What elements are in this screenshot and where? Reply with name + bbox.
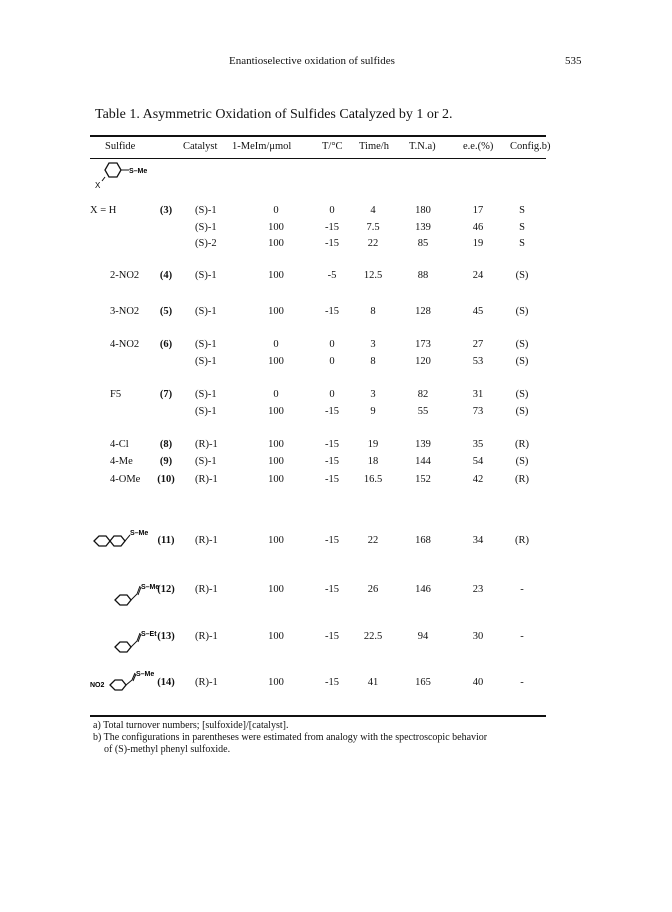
config-cell: (S) — [515, 339, 529, 350]
config-cell: (S) — [515, 356, 529, 367]
sulfide-cell: 4-NO2 — [110, 339, 140, 350]
s-me-label: S–Me — [129, 168, 148, 175]
time-cell: 4 — [370, 205, 376, 216]
catalyst-cell: (S)-1 — [195, 406, 217, 417]
meim-cell: 0 — [273, 339, 279, 350]
catalyst-cell: (R)-1 — [195, 631, 218, 642]
compound-number-cell: (6) — [159, 339, 173, 350]
temperature-cell: -15 — [325, 631, 339, 642]
running-head: Enantioselective oxidation of sulfides — [229, 55, 395, 67]
temperature-cell: 0 — [329, 356, 335, 367]
sulfide-cell: 4-Me — [110, 456, 133, 467]
config-cell: - — [520, 631, 524, 642]
config-cell: (S) — [515, 306, 529, 317]
catalyst-cell: (R)-1 — [195, 474, 218, 485]
temperature-cell: -15 — [325, 222, 339, 233]
config-cell: S — [519, 222, 525, 233]
config-cell: (S) — [515, 389, 529, 400]
meim-cell: 100 — [268, 584, 284, 595]
meim-cell: 100 — [268, 631, 284, 642]
column-header: Config.b) — [510, 141, 551, 152]
catalyst-cell: (R)-1 — [195, 535, 218, 546]
temperature-cell: -5 — [327, 270, 337, 281]
table-bottom-rule — [90, 715, 546, 717]
temperature-cell: -15 — [325, 474, 339, 485]
meim-cell: 100 — [268, 456, 284, 467]
sulfide-cell: X = H — [90, 205, 117, 216]
turnover-cell: 168 — [415, 535, 431, 546]
nitrostyryl-methyl-sulfide-structure — [90, 670, 170, 696]
meim-cell: 100 — [268, 535, 284, 546]
catalyst-cell: (R)-1 — [195, 584, 218, 595]
turnover-cell: 139 — [415, 439, 431, 450]
time-cell: 26 — [367, 584, 379, 595]
turnover-cell: 88 — [417, 270, 429, 281]
turnover-cell: 152 — [415, 474, 431, 485]
page-number: 535 — [565, 55, 582, 67]
time-cell: 18 — [367, 456, 379, 467]
time-cell: 19 — [367, 439, 379, 450]
meim-cell: 100 — [268, 439, 284, 450]
meim-cell: 100 — [268, 677, 284, 688]
compound-number-cell: (3) — [159, 205, 173, 216]
styryl-ethyl-sulfide-structure — [112, 627, 172, 655]
catalyst-cell: (S)-1 — [195, 389, 217, 400]
turnover-cell: 144 — [415, 456, 431, 467]
table-top-rule — [90, 135, 546, 137]
ee-cell: 53 — [472, 356, 484, 367]
s-me-label: S–Me — [141, 584, 160, 591]
column-header: Sulfide — [105, 141, 136, 152]
compound-number-cell: (11) — [157, 535, 175, 546]
catalyst-cell: (S)-1 — [195, 356, 217, 367]
ee-cell: 24 — [472, 270, 484, 281]
temperature-cell: -15 — [325, 439, 339, 450]
catalyst-cell: (S)-1 — [195, 456, 217, 467]
catalyst-cell: (S)-1 — [195, 339, 217, 350]
temperature-cell: -15 — [325, 584, 339, 595]
ee-cell: 45 — [472, 306, 484, 317]
column-header: Time/h — [359, 141, 389, 152]
no2-label: NO2 — [90, 682, 105, 689]
config-cell: - — [520, 584, 524, 595]
config-cell: (S) — [515, 406, 529, 417]
temperature-cell: -15 — [325, 238, 339, 249]
config-cell: S — [519, 238, 525, 249]
temperature-cell: 0 — [329, 389, 335, 400]
time-cell: 22.5 — [363, 631, 383, 642]
ee-cell: 54 — [472, 456, 484, 467]
column-header: 1-MeIm/μmol — [232, 141, 292, 152]
x-label: X — [95, 181, 101, 190]
catalyst-cell: (S)-1 — [195, 306, 217, 317]
column-header: T/°C — [322, 141, 343, 152]
temperature-cell: 0 — [329, 205, 335, 216]
meim-cell: 100 — [268, 474, 284, 485]
time-cell: 3 — [370, 389, 376, 400]
time-cell: 22 — [367, 238, 379, 249]
catalyst-cell: (S)-1 — [195, 222, 217, 233]
s-et-label: S–Et — [141, 631, 157, 638]
ee-cell: 34 — [472, 535, 484, 546]
catalyst-cell: (S)-2 — [195, 238, 217, 249]
turnover-cell: 146 — [415, 584, 431, 595]
ee-cell: 73 — [472, 406, 484, 417]
ee-cell: 27 — [472, 339, 484, 350]
time-cell: 12.5 — [363, 270, 383, 281]
sulfide-cell: 2-NO2 — [110, 270, 140, 281]
meim-cell: 100 — [268, 306, 284, 317]
turnover-cell: 128 — [415, 306, 431, 317]
compound-number-cell: (14) — [157, 677, 175, 688]
compound-number-cell: (13) — [157, 631, 175, 642]
naphthyl-sulfide-structure — [90, 524, 158, 552]
meim-cell: 100 — [268, 356, 284, 367]
ee-cell: 31 — [472, 389, 484, 400]
compound-number-cell: (12) — [157, 584, 175, 595]
temperature-cell: -15 — [325, 406, 339, 417]
temperature-cell: -15 — [325, 677, 339, 688]
footnote-b: b) The configurations in parentheses were estimated from analogy with the spectroscopic behavior — [93, 732, 488, 743]
catalyst-cell: (R)-1 — [195, 439, 218, 450]
catalyst-cell: (R)-1 — [195, 677, 218, 688]
config-cell: (R) — [515, 474, 529, 485]
time-cell: 7.5 — [366, 222, 380, 233]
s-me-label: S–Me — [136, 671, 155, 678]
ee-cell: 30 — [472, 631, 484, 642]
compound-number-cell: (10) — [157, 474, 175, 485]
ee-cell: 23 — [472, 584, 484, 595]
time-cell: 41 — [367, 677, 379, 688]
ee-cell: 35 — [472, 439, 484, 450]
turnover-cell: 165 — [415, 677, 431, 688]
time-cell: 16.5 — [363, 474, 383, 485]
turnover-cell: 120 — [415, 356, 431, 367]
meim-cell: 100 — [268, 238, 284, 249]
turnover-cell: 94 — [417, 631, 429, 642]
time-cell: 22 — [367, 535, 379, 546]
meim-cell: 0 — [273, 389, 279, 400]
temperature-cell: -15 — [325, 535, 339, 546]
turnover-cell: 139 — [415, 222, 431, 233]
table-header-rule — [90, 158, 546, 159]
turnover-cell: 85 — [417, 238, 429, 249]
config-cell: S — [519, 205, 525, 216]
config-cell: (R) — [515, 439, 529, 450]
config-cell: (S) — [515, 270, 529, 281]
meim-cell: 0 — [273, 205, 279, 216]
time-cell: 9 — [370, 406, 376, 417]
temperature-cell: -15 — [325, 306, 339, 317]
turnover-cell: 173 — [415, 339, 431, 350]
ee-cell: 46 — [472, 222, 484, 233]
s-me-label: S–Me — [130, 530, 149, 537]
column-header: T.N.a) — [409, 141, 436, 152]
meim-cell: 100 — [268, 270, 284, 281]
compound-number-cell: (8) — [159, 439, 173, 450]
config-cell: (S) — [515, 456, 529, 467]
meim-cell: 100 — [268, 406, 284, 417]
turnover-cell: 82 — [417, 389, 429, 400]
time-cell: 8 — [370, 356, 376, 367]
compound-number-cell: (7) — [159, 389, 173, 400]
catalyst-cell: (S)-1 — [195, 270, 217, 281]
temperature-cell: -15 — [325, 456, 339, 467]
meim-cell: 100 — [268, 222, 284, 233]
turnover-cell: 180 — [415, 205, 431, 216]
ee-cell: 19 — [472, 238, 484, 249]
sulfide-cell: 4-Cl — [110, 439, 129, 450]
styryl-methyl-sulfide-structure — [112, 580, 172, 608]
column-header: Catalyst — [183, 141, 218, 152]
config-cell: - — [520, 677, 524, 688]
compound-number-cell: (4) — [159, 270, 173, 281]
config-cell: (R) — [515, 535, 529, 546]
footnote-a: a) Total turnover numbers; [sulfoxide]/[catalyst]. — [93, 720, 289, 731]
column-header: e.e.(%) — [463, 141, 494, 152]
footnote-b-continued: of (S)-methyl phenyl sulfoxide. — [104, 744, 231, 755]
time-cell: 3 — [370, 339, 376, 350]
compound-number-cell: (9) — [159, 456, 173, 467]
ee-cell: 42 — [472, 474, 484, 485]
temperature-cell: 0 — [329, 339, 335, 350]
sulfide-cell: 4-OMe — [110, 474, 141, 485]
ee-cell: 40 — [472, 677, 484, 688]
sulfide-cell: 3-NO2 — [110, 306, 140, 317]
time-cell: 8 — [370, 306, 376, 317]
catalyst-cell: (S)-1 — [195, 205, 217, 216]
phenyl-sulfide-structure — [95, 160, 155, 190]
table-title: Table 1. Asymmetric Oxidation of Sulfides Catalyzed by 1 or 2. — [95, 107, 453, 122]
turnover-cell: 55 — [417, 406, 429, 417]
sulfide-cell: F5 — [110, 389, 122, 400]
ee-cell: 17 — [472, 205, 484, 216]
compound-number-cell: (5) — [159, 306, 173, 317]
